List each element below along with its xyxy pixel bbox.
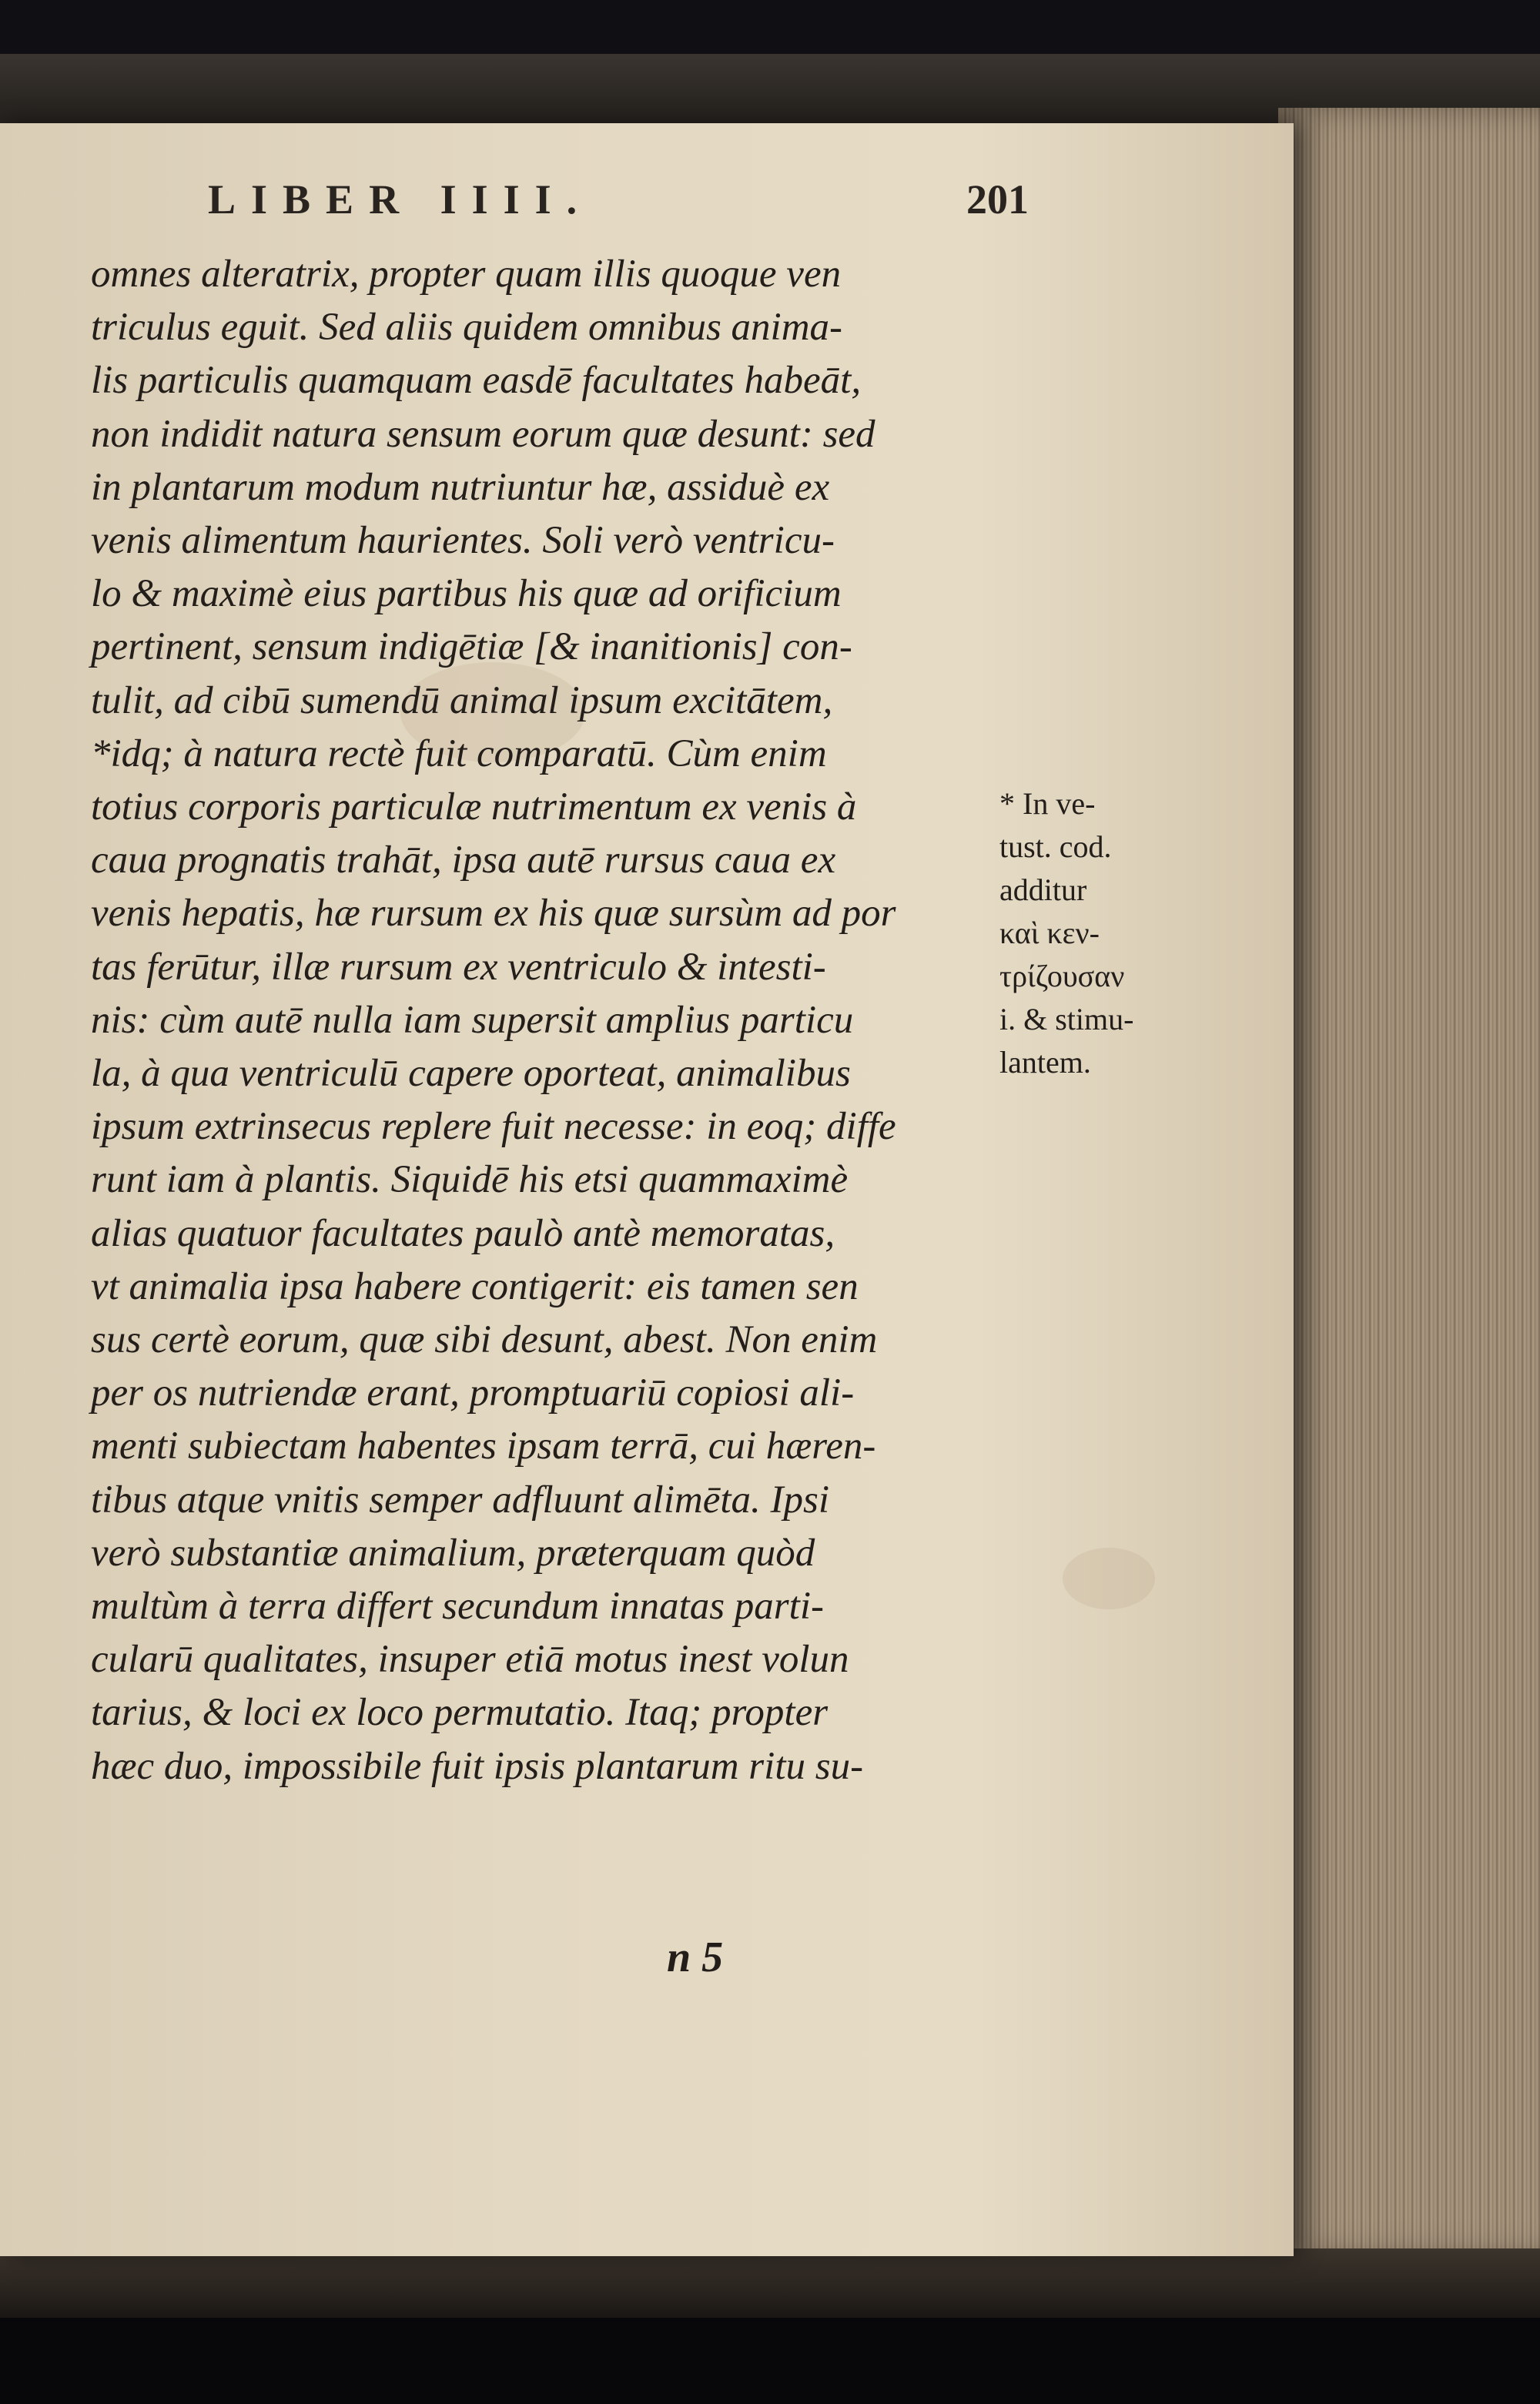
text-line: lis particulis quamquam easdē facultates habeāt, <box>91 359 862 403</box>
text-line: cularū qualitates, insuper etiā motus inest volun <box>91 1638 849 1682</box>
text-line: multùm à terra differt secundum innatas parti- <box>91 1585 824 1629</box>
marginal-note-line: additur <box>999 872 1087 907</box>
text-line: sus certè eorum, quæ sibi desunt, abest. Non enim <box>91 1318 878 1362</box>
marginal-note-line: lantem. <box>999 1045 1091 1080</box>
text-line: tibus atque vnitis semper adfluunt alimēta. Ipsi <box>91 1478 830 1522</box>
text-line: venis alimentum haurientes. Soli verò ventricu- <box>91 519 835 563</box>
text-line: venis hepatis, hæ rursum ex his quæ sursùm ad por <box>91 892 896 936</box>
text-line: runt iam à plantis. Siquidē his etsi quammaximè <box>91 1158 849 1202</box>
text-line: la, à qua ventriculū capere oporteat, animalibus <box>91 1052 851 1096</box>
page-number: 201 <box>966 176 1029 223</box>
text-line: ipsum extrinsecus replere fuit necesse: in eoq; diffe <box>91 1105 896 1149</box>
text-line: pertinent, sensum indigētiæ [& inanitionis] con- <box>91 625 852 669</box>
text-line: totius corporis particulæ nutrimentum ex venis à <box>91 785 857 829</box>
text-line: verò substantiæ animalium, præterquam quòd <box>91 1531 815 1575</box>
marginal-note-line: * In ve- <box>999 786 1096 821</box>
marginal-note-line: tust. cod. <box>999 829 1112 864</box>
text-line: tarius, & loci ex loco permutatio. Itaq; propter <box>91 1691 829 1735</box>
marginal-note-line: καὶ κεν- <box>999 916 1100 950</box>
body-text-block <box>91 248 1007 1793</box>
text-line: menti subiectam habentes ipsam terrā, cui hæren- <box>91 1425 876 1468</box>
text-line: non indidit natura sensum eorum quæ desunt: sed <box>91 412 875 456</box>
text-line: tulit, ad cibū sumendū animal ipsum excitātem, <box>91 678 833 722</box>
text-line: caua prognatis trahāt, ipsa autē rursus caua ex <box>91 839 836 882</box>
page-block-edges <box>1278 108 1540 2256</box>
text-line: vt animalia ipsa habere contigerit: eis tamen sen <box>91 1264 859 1308</box>
text-line: tas ferūtur, illæ rursum ex ventriculo & intesti- <box>91 945 826 989</box>
text-line: per os nutriendæ erant, promptuariū copiosi ali- <box>91 1371 855 1415</box>
text-line: triculus eguit. Sed aliis quidem omnibus anima- <box>91 306 843 350</box>
text-line: *idq; à natura rectè fuit comparatū. Cùm enim <box>91 732 827 775</box>
paper-stain <box>1063 1548 1155 1609</box>
text-line: nis: cùm autē nulla iam supersit amplius particu <box>91 998 854 1042</box>
text-line: alias quatuor facultates paulò antè memoratas, <box>91 1211 835 1255</box>
text-line: hæc duo, impossibile fuit ipsis plantarum ritu su- <box>91 1744 864 1788</box>
marginal-note-line: τρίζουσαν <box>999 959 1125 993</box>
text-line: lo & maximè eius partibus his quæ ad orificium <box>91 572 842 616</box>
text-line: in plantarum modum nutriuntur hæ, assiduè ex <box>91 465 830 509</box>
running-head: LIBER IIII. <box>208 176 593 223</box>
signature-mark: n 5 <box>667 1934 724 1981</box>
text-line: omnes alteratrix, propter quam illis quoque ven <box>91 253 842 296</box>
book-cover-bottom-edge <box>0 2248 1540 2318</box>
marginal-note <box>999 782 1215 1084</box>
marginal-note-line: i. & stimu- <box>999 1002 1134 1036</box>
